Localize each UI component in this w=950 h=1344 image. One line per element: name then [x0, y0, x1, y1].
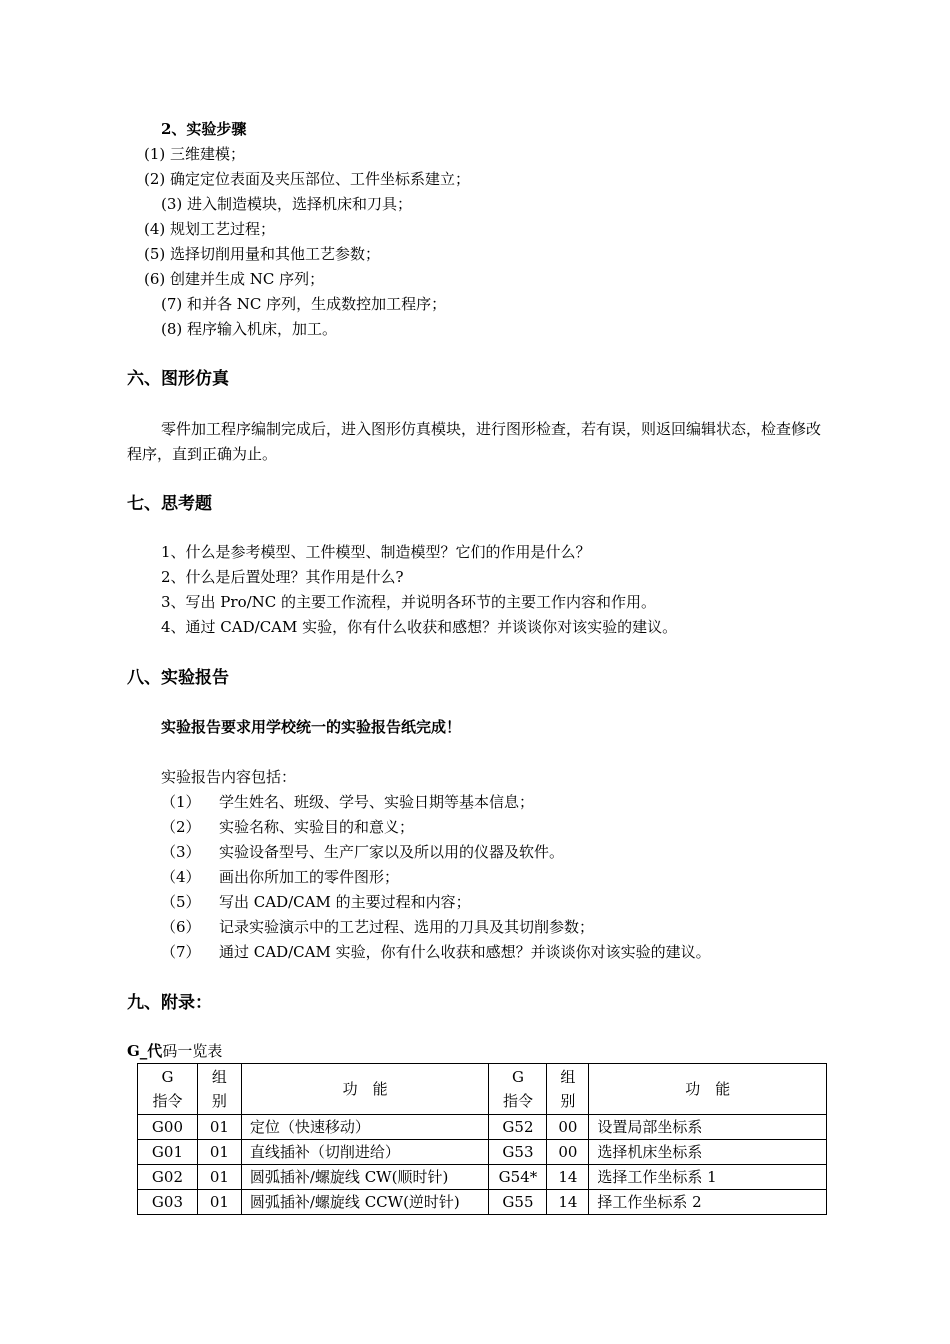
- steps-title: 2、实验步骤: [161, 120, 247, 138]
- header-text: 指令: [502, 1092, 533, 1110]
- report-item-number: （4）: [161, 868, 201, 886]
- g-code-table: [137, 1063, 827, 1215]
- header-text: 组: [211, 1068, 227, 1086]
- header-function: 功 能: [589, 1064, 827, 1115]
- report-intro: 实验报告内容包括：: [161, 768, 297, 786]
- cell-group: 01: [197, 1190, 241, 1215]
- step-item-7: (7) 和并各 NC 序列，生成数控加工程序；: [161, 295, 447, 313]
- cell-group: 01: [197, 1140, 241, 1165]
- report-item-text: 记录实验演示中的工艺过程、选用的刀具及其切削参数；: [219, 918, 595, 936]
- report-item: [161, 842, 564, 862]
- header-group: [547, 1064, 589, 1115]
- table-header-row: [138, 1064, 827, 1115]
- cell-g-code: G01: [138, 1140, 198, 1165]
- header-g-code: [489, 1064, 547, 1115]
- report-item-text: 实验名称、实验目的和意义；: [219, 818, 415, 836]
- report-item: [161, 942, 711, 962]
- table-caption-bold: G_代: [127, 1042, 163, 1060]
- table-row: [138, 1115, 827, 1140]
- table-row: [138, 1190, 827, 1215]
- step-item-4: (4) 规划工艺过程；: [144, 220, 276, 238]
- cell-group: 00: [547, 1115, 589, 1140]
- cell-g-code: G53: [489, 1140, 547, 1165]
- table-row: [138, 1140, 827, 1165]
- step-item-1: (1) 三维建模；: [144, 145, 246, 163]
- section-heading-report: 八、实验报告: [127, 668, 229, 688]
- cell-group: 01: [197, 1165, 241, 1190]
- table-caption: [127, 1041, 222, 1061]
- step-item-3: (3) 进入制造模块，选择机床和刀具；: [161, 195, 413, 213]
- cell-g-code: G03: [138, 1190, 198, 1215]
- cell-function: 选择工作坐标系 1: [589, 1165, 827, 1190]
- table-caption-rest: 码一览表: [162, 1042, 223, 1060]
- header-text: 别: [560, 1092, 576, 1110]
- step-item-6: (6) 创建并生成 NC 序列；: [144, 270, 325, 288]
- simulation-paragraph: 零件加工程序编制完成后，进入图形仿真模块，进行图形检查，若有误，则返回编辑状态，检查修改程序，直到正确为止。: [127, 420, 822, 463]
- cell-group: 14: [547, 1190, 589, 1215]
- header-text: G: [511, 1068, 524, 1086]
- header-text: G: [161, 1068, 174, 1086]
- report-item-text: 学生姓名、班级、学号、实验日期等基本信息；: [219, 793, 535, 811]
- report-item: [161, 892, 471, 912]
- report-item-text: 写出 CAD/CAM 的主要过程和内容；: [219, 893, 471, 911]
- cell-function: 设置局部坐标系: [589, 1115, 827, 1140]
- cell-group: 00: [547, 1140, 589, 1165]
- report-item-number: （6）: [161, 918, 201, 936]
- question-3: 3、写出 Pro/NC 的主要工作流程，并说明各环节的主要工作内容和作用。: [161, 593, 657, 611]
- report-item: [161, 817, 414, 837]
- report-item-number: （1）: [161, 793, 201, 811]
- table-row: [138, 1165, 827, 1190]
- cell-g-code: G52: [489, 1115, 547, 1140]
- cell-function: 圆弧插补/螺旋线 CW(顺时针): [241, 1165, 489, 1190]
- report-item-number: （3）: [161, 843, 201, 861]
- section-heading-simulation: 六、图形仿真: [127, 369, 229, 389]
- question-4: 4、通过 CAD/CAM 实验，你有什么收获和感想？并谈谈你对该实验的建议。: [161, 618, 678, 636]
- header-text: 别: [211, 1092, 227, 1110]
- cell-g-code: G55: [489, 1190, 547, 1215]
- report-item-text: 通过 CAD/CAM 实验，你有什么收获和感想？并谈谈你对该实验的建议。: [219, 943, 711, 961]
- question-1: 1、什么是参考模型、工件模型、制造模型？它们的作用是什么？: [161, 543, 591, 561]
- section-heading-questions: 七、思考题: [127, 494, 212, 514]
- header-group: [197, 1064, 241, 1115]
- report-item-text: 实验设备型号、生产厂家以及所以用的仪器及软件。: [219, 843, 565, 861]
- header-text: 指令: [152, 1092, 183, 1110]
- cell-function: 圆弧插补/螺旋线 CCW(逆时针): [241, 1190, 489, 1215]
- report-item-number: （2）: [161, 818, 201, 836]
- cell-g-code: G54*: [489, 1165, 547, 1190]
- cell-function: 定位（快速移动）: [241, 1115, 489, 1140]
- report-item: [161, 917, 594, 937]
- cell-function: 选择机床坐标系: [589, 1140, 827, 1165]
- report-item-text: 画出你所加工的零件图形；: [219, 868, 400, 886]
- cell-group: 01: [197, 1115, 241, 1140]
- report-item: [161, 792, 534, 812]
- question-2: 2、什么是后置处理？其作用是什么?: [161, 568, 404, 586]
- cell-g-code: G00: [138, 1115, 198, 1140]
- cell-function: 直线插补（切削进给）: [241, 1140, 489, 1165]
- step-item-8: (8) 程序输入机床，加工。: [161, 320, 338, 338]
- step-item-5: (5) 选择切削用量和其他工艺参数；: [144, 245, 381, 263]
- cell-function: 择工作坐标系 2: [589, 1190, 827, 1215]
- header-g-code: [138, 1064, 198, 1115]
- report-item: [161, 867, 399, 887]
- section-heading-appendix: 九、附录：: [127, 993, 212, 1013]
- header-text: 组: [560, 1068, 576, 1086]
- report-item-number: （7）: [161, 943, 201, 961]
- header-function: 功 能: [241, 1064, 489, 1115]
- cell-group: 14: [547, 1165, 589, 1190]
- report-note: 实验报告要求用学校统一的实验报告纸完成！: [161, 718, 462, 736]
- report-item-number: （5）: [161, 893, 201, 911]
- step-item-2: (2) 确定定位表面及夹压部位、工件坐标系建立；: [144, 170, 471, 188]
- cell-g-code: G02: [138, 1165, 198, 1190]
